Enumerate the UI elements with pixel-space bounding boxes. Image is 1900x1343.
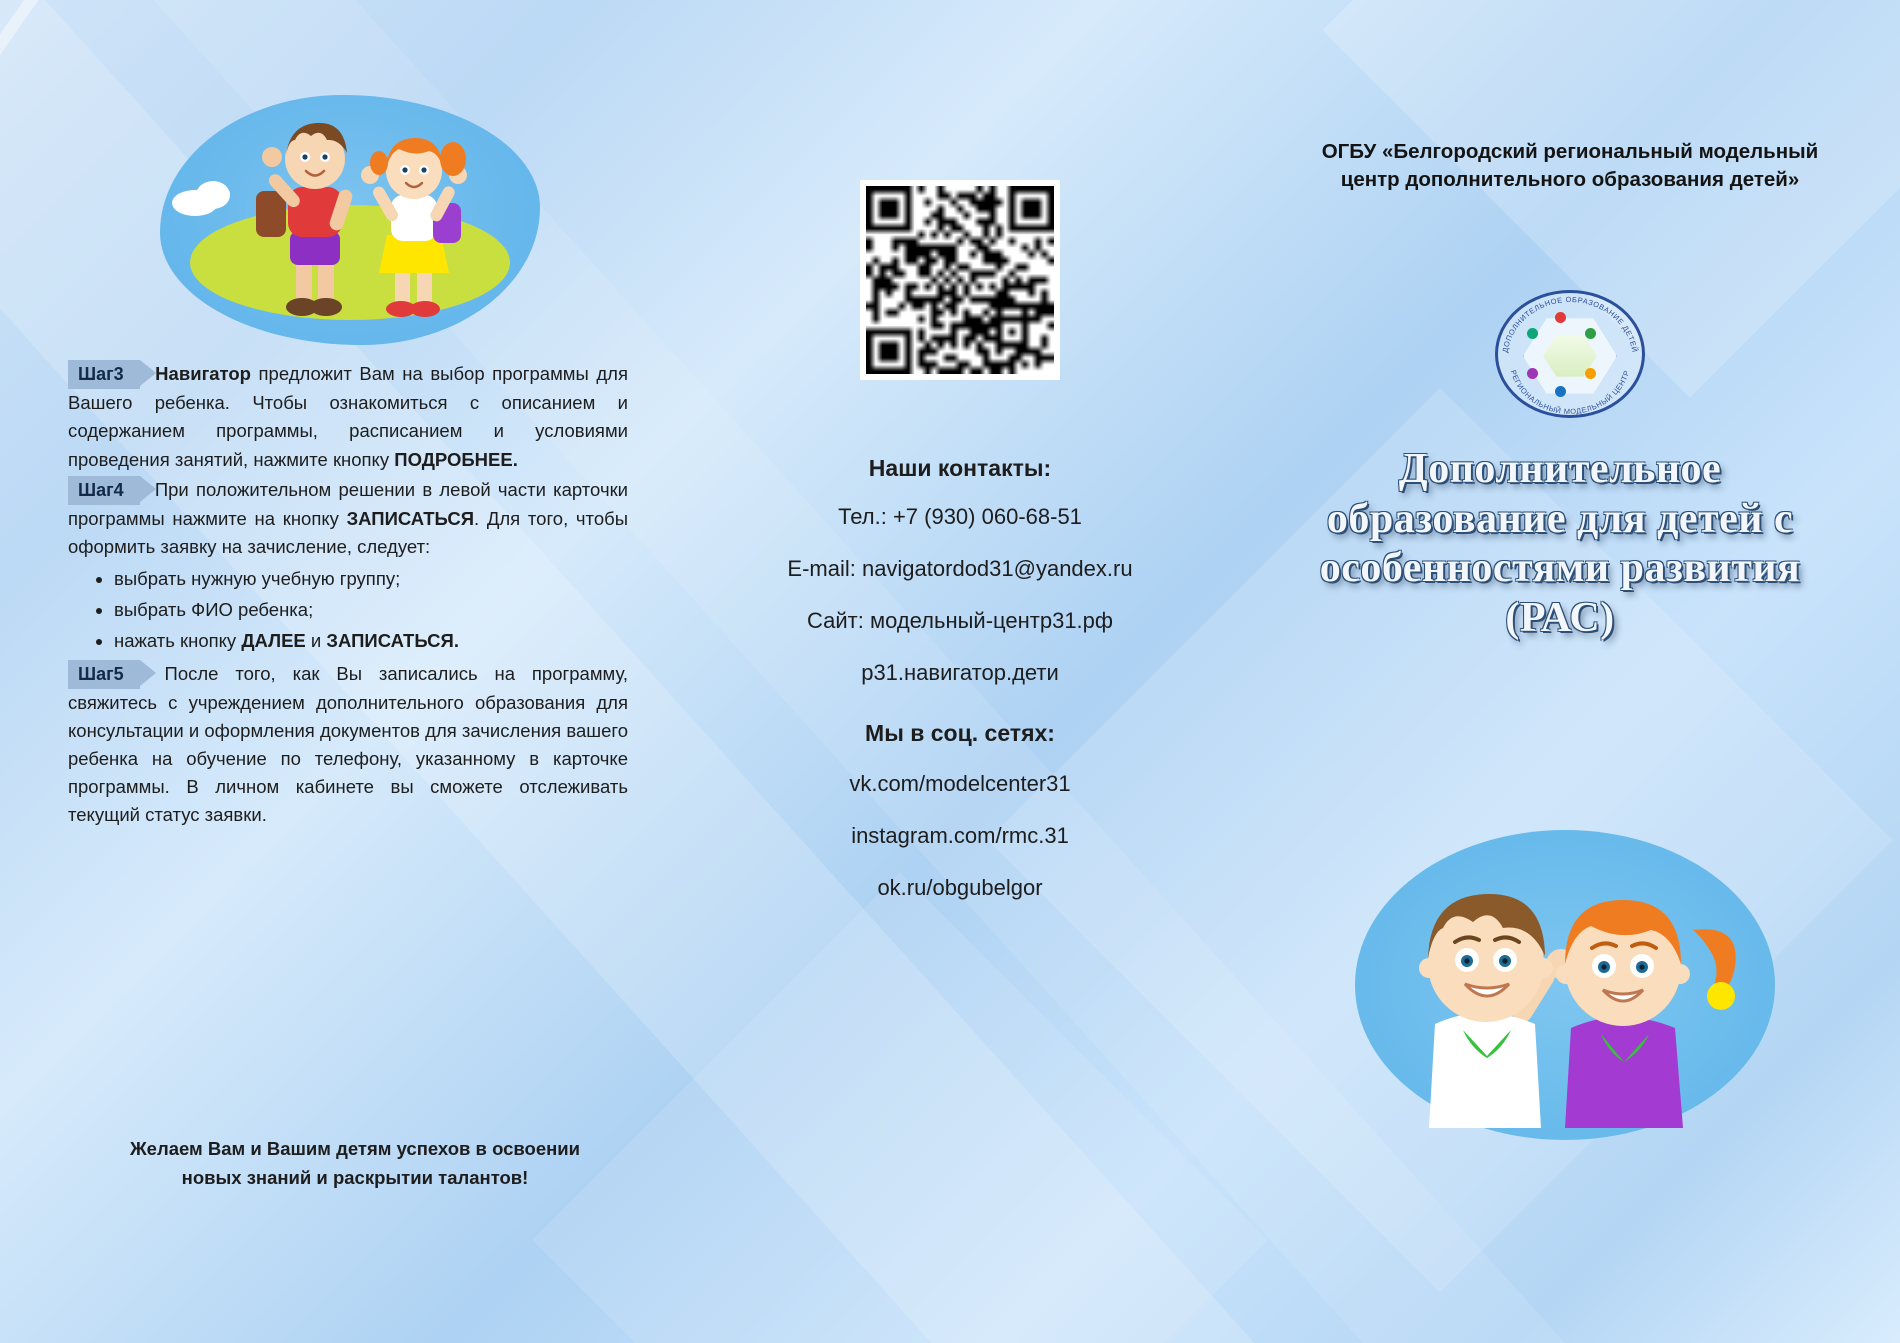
step-5-paragraph <box>68 660 628 830</box>
social-header: Мы в соц. сетях: <box>865 720 1055 746</box>
left-column <box>40 0 660 1343</box>
bullet-3-bold-next: ДАЛЕЕ <box>241 630 306 652</box>
qr-code <box>860 180 1060 380</box>
cloud-icon <box>196 181 230 209</box>
qr-code-canvas <box>866 186 1054 374</box>
emblem-bottom-text: РЕГИОНАЛЬНЫЙ МОДЕЛЬНЫЙ ЦЕНТР <box>1508 368 1632 417</box>
step-4-bold-subscribe: ЗАПИСАТЬСЯ <box>346 508 475 530</box>
step-3-lead: Навигатор <box>155 363 251 384</box>
steps-instructions <box>68 360 628 832</box>
step-4-body: При положительном решении в левой части карточки программы нажмите на кнопку <box>68 478 629 530</box>
contact-navigator-site: р31.навигатор.дети <box>861 660 1059 685</box>
bullet-3-bold-subscribe: ЗАПИСАТЬСЯ. <box>326 630 459 652</box>
step-4-badge: Шаг4 <box>68 476 140 505</box>
step-3-paragraph <box>68 360 628 474</box>
step-4-bullet-list <box>68 565 628 655</box>
page-title: Дополнительное образование для детей с особенностями развития (РАС) <box>1319 446 1801 641</box>
middle-column <box>700 0 1220 1343</box>
girl-character-bottom <box>1525 878 1745 1143</box>
organization-emblem <box>1485 290 1655 420</box>
social-vk: vk.com/modelcenter31 <box>849 771 1071 796</box>
emblem-circular-text <box>1485 290 1655 420</box>
list-item: • выбрать нужную учебную группу; <box>114 565 628 593</box>
list-item <box>114 627 628 655</box>
svg-text:ДОПОЛНИТЕЛЬНОЕ ОБРАЗОВАНИЕ ДЕТ <box>1501 295 1640 353</box>
step-4-body-2: . Для того, чтобы оформить заявку на зачисление, следует: <box>68 508 628 558</box>
step-5-badge: Шаг5 <box>68 660 140 689</box>
step-3-tail: ПОДРОБНЕЕ. <box>394 448 518 470</box>
contact-phone: Тел.: +7 (930) 060-68-51 <box>838 504 1082 529</box>
bullet-3-mid: и <box>305 630 327 652</box>
illustration-kids-bottom <box>1355 830 1775 1140</box>
step-4-paragraph <box>68 476 628 562</box>
bullet-3-pre: нажать кнопку <box>114 630 242 652</box>
contacts-block <box>700 455 1220 927</box>
contact-website: Сайт: модельный-центр31.рф <box>806 608 1114 633</box>
step-3-badge: Шаг3 <box>68 360 140 389</box>
step-3-body: предложит Вам на выбор программы для Вашего ребенка. Чтобы ознакомиться с описанием и содержанием программы, расписанием и условиями проведения занятий, нажмите кнопку <box>68 363 628 470</box>
step-5-body: После того, как Вы записались на программу, свяжитесь с учреждением дополнительного образования для консультации и оформления документов для зачисления вашего ребенка на обучение по телефону, указанному в карточке программы. В личном кабинете вы сможете отслеживать текущий статус заявки. <box>68 662 628 826</box>
contacts-header: Наши контакты: <box>868 455 1052 481</box>
social-instagram: instagram.com/rmc.31 <box>851 823 1069 848</box>
emblem-top-text: ДОПОЛНИТЕЛЬНОЕ ОБРАЗОВАНИЕ ДЕТЕЙ <box>1500 294 1640 354</box>
girl-character <box>345 123 485 328</box>
list-item: • выбрать ФИО ребенка; <box>114 596 628 624</box>
organization-name: ОГБУ «Белгородский региональный модельный центр дополнительного образования детей» <box>1321 140 1819 191</box>
svg-text:РЕГИОНАЛЬНЫЙ МОДЕЛЬНЫЙ ЦЕНТР <box>1509 369 1632 416</box>
right-column <box>1260 0 1860 1343</box>
closing-wish: Желаем Вам и Вашим детям успехов в освоении новых знаний и раскрытии талантов! <box>129 1138 581 1188</box>
contact-email: E-mail: navigatordod31@yandex.ru <box>787 556 1133 581</box>
illustration-kids-top <box>160 95 540 345</box>
social-ok: ok.ru/obgubelgor <box>877 875 1043 900</box>
